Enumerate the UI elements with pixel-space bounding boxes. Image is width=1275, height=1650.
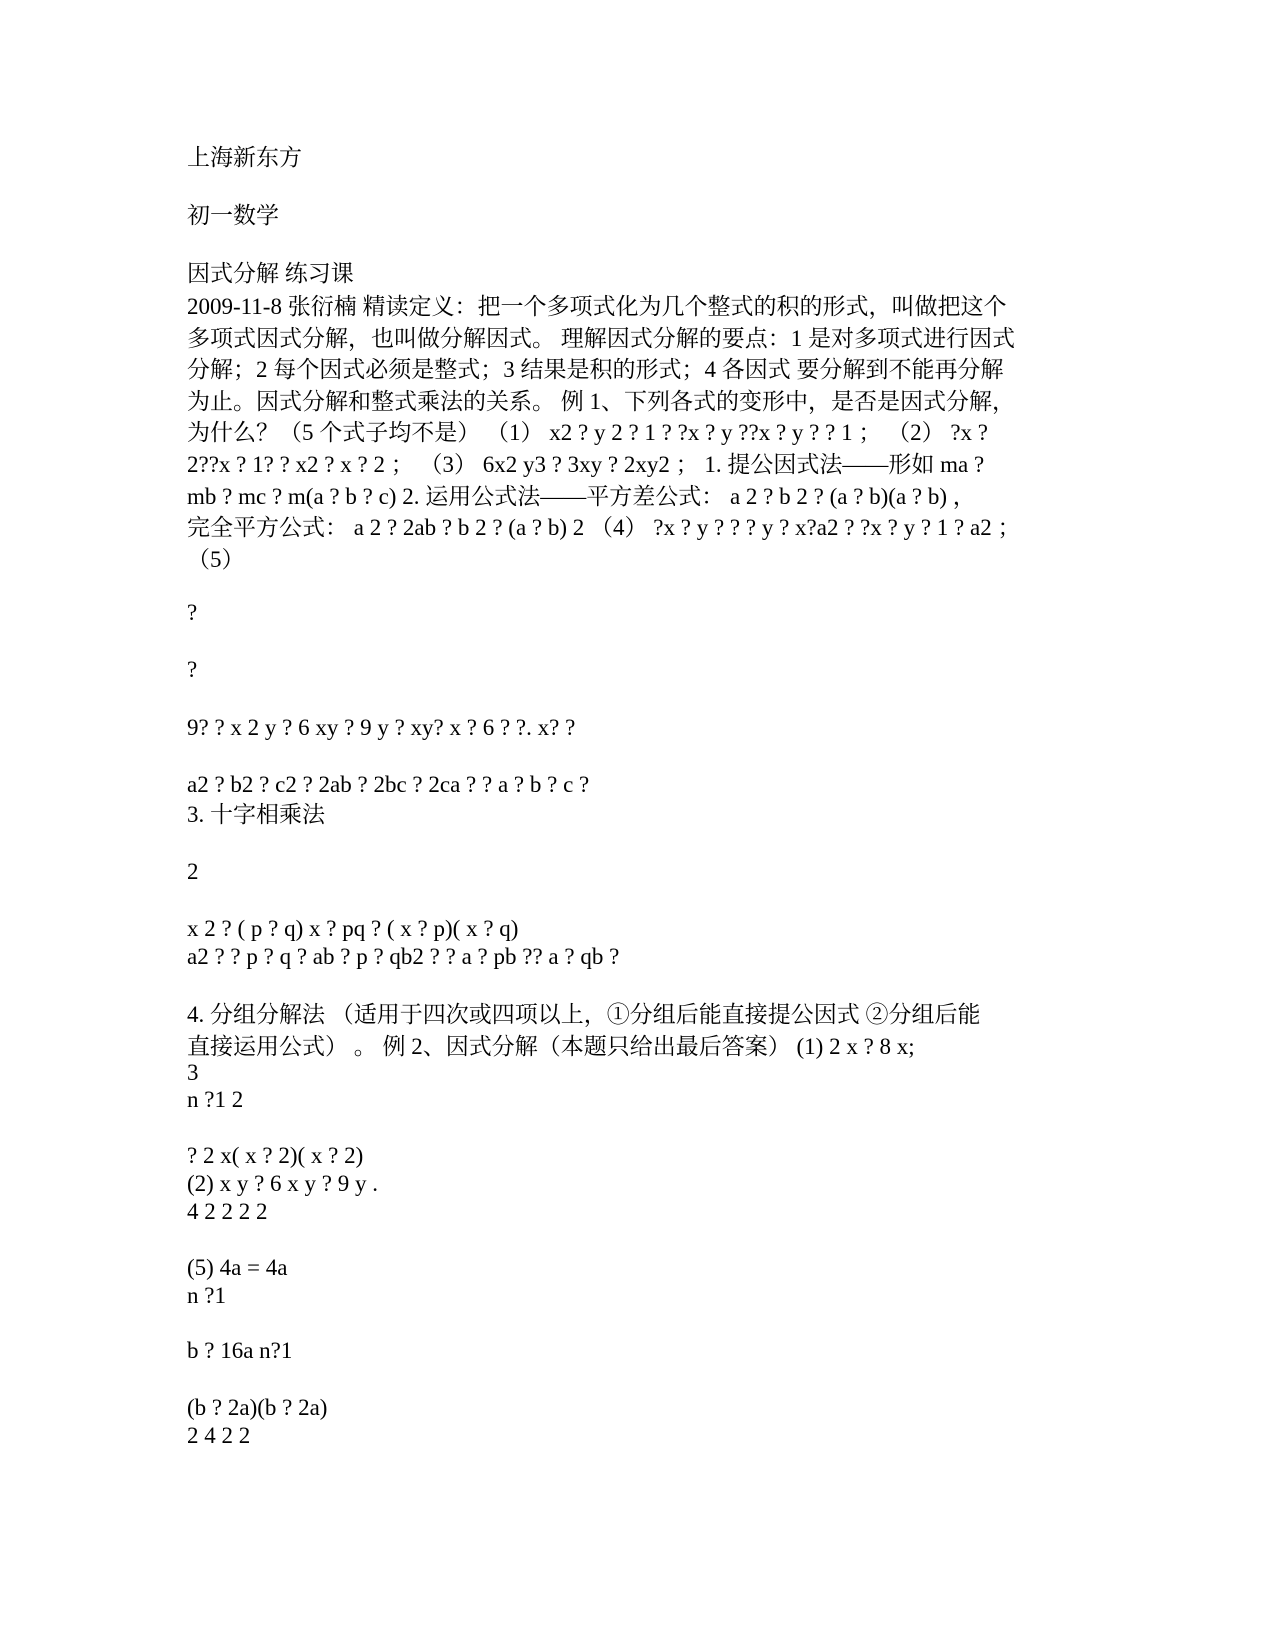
intro-line-1: 2009-11-8 张衍楠 精读定义：把一个多项式化为几个整式的积的形式，叫做把这个 [187, 294, 1007, 319]
exponent-n1-2: n ?1 2 [187, 1087, 244, 1112]
section-4-line-2: 直接运用公式） 。 例 2、因式分解（本题只给出最后答案） (1) 2 x ? 8 x; [187, 1033, 915, 1059]
intro-paragraph [187, 291, 1097, 575]
expression-b16a: b ? 16a n?1 [187, 1338, 293, 1363]
exponent-n1: n ?1 [187, 1283, 226, 1308]
exponents-2422: 2 4 2 2 [187, 1423, 251, 1448]
section-3-heading: 3. 十字相乘法 [187, 802, 325, 827]
section-4-line-1: 4. 分组分解法 （适用于四次或四项以上，①分组后能直接提公因式 ②分组后能 [187, 1002, 981, 1027]
grade-label: 初一数学 [187, 203, 279, 228]
intro-line-6: 2??x ? 1? ? x2 ? x ? 2 ； （3） 6x2 y3 ? 3xy ? 2xy2 ； 1. 提公因式法——形如 ma ? [187, 451, 985, 477]
expression-3: x 2 ? ( p ? q) x ? pq ? ( x ? p)( x ? q) [187, 916, 519, 941]
expression-4: a2 ? ? p ? q ? ab ? p ? qb2 ? ? a ? pb ?? a ? qb ? [187, 944, 620, 969]
intro-line-3: 分解；2 每个因式必须是整式；3 结果是积的形式；4 各因式 要分解到不能再分解 [187, 357, 1004, 383]
intro-line-5: 为什么？（5 个式子均不是） （1） x2 ? y 2 ? 1 ? ?x ? y ??x ? y ? ? 1 ； （2） ?x ? [187, 420, 989, 446]
org-name: 上海新东方 [187, 145, 302, 170]
exercise-5: (5) 4a = 4a [187, 1255, 288, 1280]
answer-5: (b ? 2a)(b ? 2a) [187, 1395, 328, 1420]
question-mark-1: ? [187, 600, 198, 625]
lesson-title: 因式分解 练习课 [187, 261, 354, 286]
superscript-2: 2 [187, 859, 199, 884]
section-4-paragraph [187, 999, 1097, 1062]
expression-1: 9? ? x 2 y ? 6 xy ? 9 y ? xy? x ? 6 ? ?. x? ? [187, 715, 576, 740]
exponents-42222: 4 2 2 2 2 [187, 1199, 268, 1224]
intro-line-7: mb ? mc ? m(a ? b ? c) 2. 运用公式法——平方差公式： a 2 ? b 2 ? (a ? b)(a ? b) ， [187, 483, 976, 509]
intro-line-4: 为止。因式分解和整式乘法的关系。 例 1、下列各式的变形中，是否是因式分解， [187, 388, 1015, 414]
answer-1: ? 2 x( x ? 2)( x ? 2) [187, 1143, 364, 1168]
expression-2: a2 ? b2 ? c2 ? 2ab ? 2bc ? 2ca ? ? a ? b ? c ? [187, 772, 590, 797]
exponent-3: 3 [187, 1060, 199, 1085]
intro-line-2: 多项式因式分解，也叫做分解因式。 理解因式分解的要点：1 是对多项式进行因式 [187, 325, 1015, 351]
intro-line-8: 完全平方公式： a 2 ? 2ab ? b 2 ? (a ? b) 2 （4） ?x ? y ? ? ? y ? x?a2 ? ?x ? y ? 1 ? a2 ； [187, 515, 1021, 541]
question-mark-2: ? [187, 657, 198, 682]
intro-line-9: （5） [187, 546, 245, 572]
exercise-2: (2) x y ? 6 x y ? 9 y . [187, 1171, 378, 1196]
